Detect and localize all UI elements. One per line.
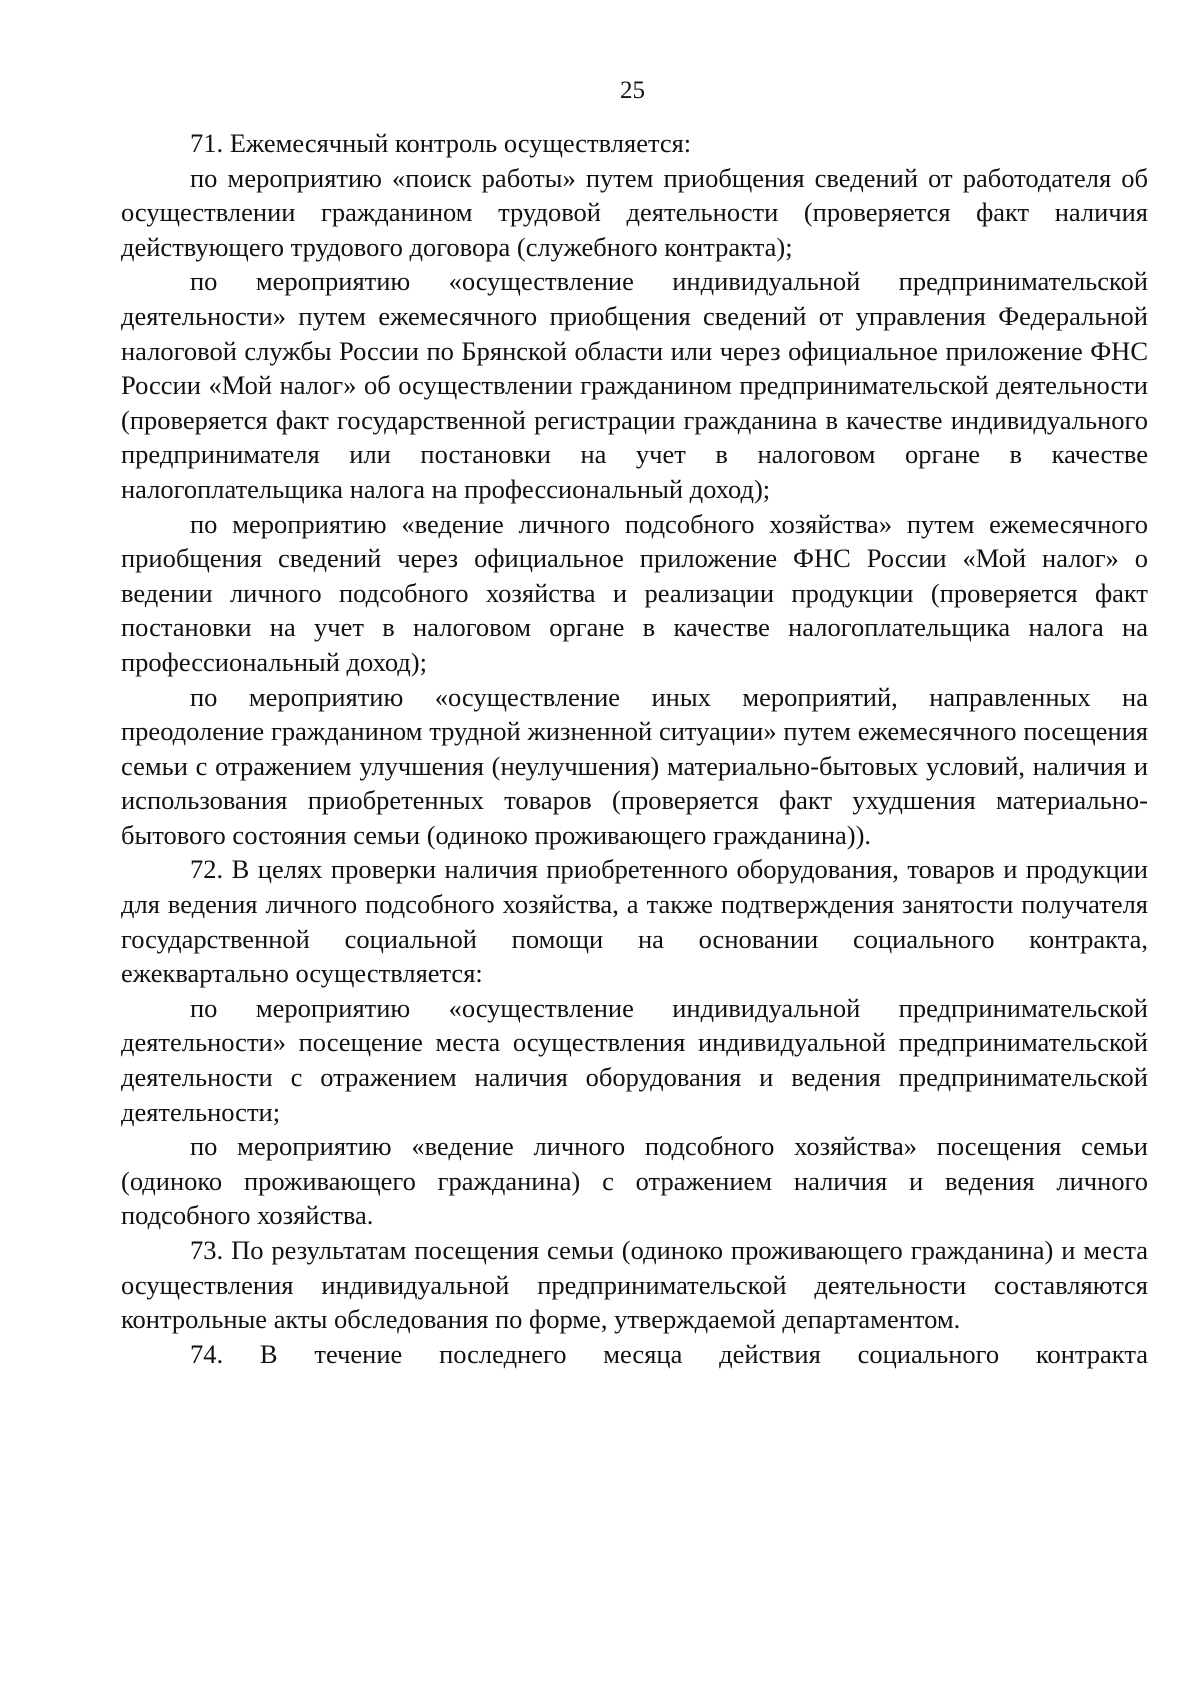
paragraph-74: 74. В течение последнего месяца действия социального контракта xyxy=(190,1338,1148,1369)
paragraph-73: 73. По результатам посещения семьи (одиноко проживающего гражданина) и места осуществления индивидуальной предпринимательской деятельности составляются контрольные акты обследования по форме, утверждаемой департаментом. xyxy=(121,1235,1148,1335)
document-body xyxy=(121,126,1148,1371)
paragraph-other-measures-monthly: по мероприятию «осуществление иных мероприятий, направленных на преодоление гражданином трудной жизненной ситуации» путем ежемесячного посещения семьи с отражением улучшения (неулучшения) материально-бытовых условий, наличия и использования приобретенных товаров (проверяется факт ухудшения материально-бытового состояния семьи (одиноко проживающего гражданина)). xyxy=(121,681,1148,850)
paragraph-entrepreneurship-monthly: по мероприятию «осуществление индивидуальной предпринимательской деятельности» путем ежемесячного приобщения сведений от управления Федеральной налоговой службы России по Брянской области или через официальное приложение ФНС России «Мой налог» об осуществлении гражданином предпринимательской деятельности (проверяется факт государственной регистрации гражданина в качестве индивидуального предпринимателя или постановки на учет в налоговом органе в качестве налогоплательщика налога на профессиональный доход); xyxy=(121,266,1148,504)
paragraph-household-farming-quarterly: по мероприятию «ведение личного подсобного хозяйства» посещения семьи (одиноко проживающего гражданина) с отражением наличия и ведения личного подсобного хозяйства. xyxy=(121,1131,1148,1231)
paragraph-household-farming-monthly: по мероприятию «ведение личного подсобного хозяйства» путем ежемесячного приобщения сведений через официальное приложение ФНС России «Мой налог» о ведении личного подсобного хозяйства и реализации продукции (проверяется факт постановки на учет в налоговом органе в качестве налогоплательщика налога на профессиональный доход); xyxy=(121,508,1148,677)
paragraph-entrepreneurship-quarterly: по мероприятию «осуществление индивидуальной предпринимательской деятельности» посещение места осуществления индивидуальной предпринимательской деятельности с отражением наличия оборудования и ведения предпринимательской деятельности; xyxy=(121,992,1148,1127)
paragraph-job-search: по мероприятию «поиск работы» путем приобщения сведений от работодателя об осуществлении гражданином трудовой деятельности (проверяется факт наличия действующего трудового договора (служебного контракта); xyxy=(121,162,1148,262)
paragraph-72: 72. В целях проверки наличия приобретенного оборудования, товаров и продукции для ведения личного подсобного хозяйства, а также подтверждения занятости получателя государственной социальной помощи на основании социального контракта, ежеквартально осуществляется: xyxy=(121,854,1148,989)
page-number: 25 xyxy=(620,77,645,104)
paragraph-71-heading: 71. Ежемесячный контроль осуществляется: xyxy=(190,128,692,158)
